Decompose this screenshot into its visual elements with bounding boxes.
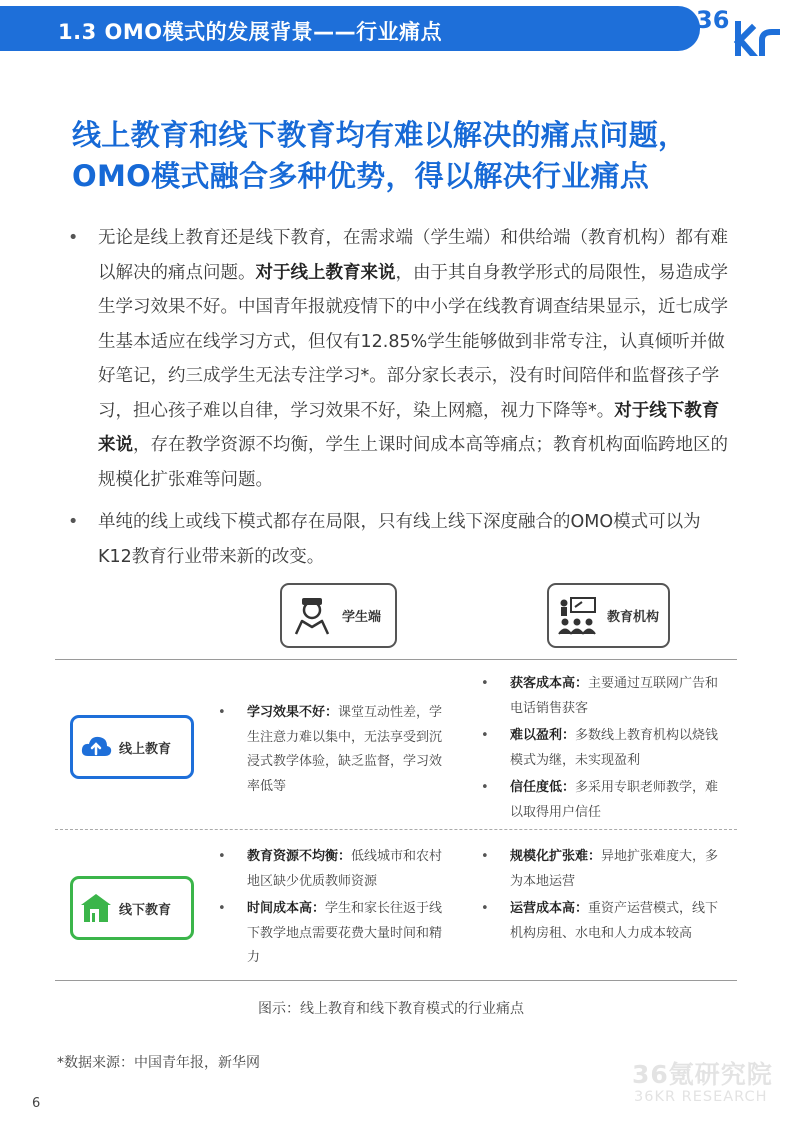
pain-point-text: 课堂互动性差，学生注意力难以集中，无法享受到沉浸式教学体验，缺乏监督，学习效率低等 xyxy=(247,705,443,794)
pain-point-text: 多采用专职老师教学，难以取得用户信任 xyxy=(510,780,719,820)
pain-point-text: 学生和家长往返于线下教学地点需要花费大量时间和精力 xyxy=(247,901,443,965)
offline-student-cell xyxy=(218,845,450,974)
bullet-emphasis: 对于线下教育来说 xyxy=(98,400,720,455)
online-education-label-box xyxy=(70,715,194,779)
pain-point-text: 重资产运营模式，线下机构房租、水电和人力成本较高 xyxy=(510,901,719,941)
pain-point-title: 信任度低： xyxy=(510,780,576,795)
pain-point-text: 主要通过互联网广告和电话销售获客 xyxy=(510,676,719,716)
teacher-classroom-icon xyxy=(555,594,599,638)
student-icon xyxy=(290,594,334,638)
pain-point-text: 多数线上教育机构以烧钱模式为继，未实现盈利 xyxy=(510,728,719,768)
list-item xyxy=(481,724,721,773)
list-item xyxy=(481,672,721,721)
header-bar xyxy=(0,0,794,56)
bullet-item xyxy=(66,505,734,574)
headline-line-1: 线上教育和线下教育均有难以解决的痛点问题， xyxy=(72,118,688,152)
pain-point-title: 学习效果不好： xyxy=(247,705,339,720)
list-item xyxy=(481,845,721,894)
watermark-cn: 36氪研究院 xyxy=(632,1060,773,1089)
online-student-cell xyxy=(218,701,450,802)
building-icon xyxy=(79,891,113,925)
pain-point-title: 获客成本高： xyxy=(510,676,589,691)
bullet-text: ，存在教学资源不均衡，学生上课时间成本高等痛点；教育机构面临跨地区的规模化扩张难等问题。 xyxy=(98,435,728,490)
pain-point-text: 异地扩张难度大，多为本地运营 xyxy=(510,849,719,889)
list-item xyxy=(218,897,450,971)
offline-institution-cell xyxy=(481,845,721,949)
pain-point-title: 时间成本高： xyxy=(247,901,326,916)
list-item xyxy=(218,701,450,799)
pain-point-title: 教育资源不均衡： xyxy=(247,849,352,864)
svg-text:36: 36 xyxy=(696,6,730,34)
student-column-header xyxy=(280,583,397,648)
36kr-logo-icon xyxy=(694,0,794,56)
pain-point-title: 难以盈利： xyxy=(510,728,576,743)
table-bottom-rule xyxy=(55,980,737,981)
institution-column-label: 教育机构 xyxy=(607,610,660,625)
bullet-text: 单纯的线上或线下模式都存在局限，只有线上线下深度融合的OMO模式可以为K12教育行业带来新的改变。 xyxy=(98,512,701,567)
online-education-label: 线上教育 xyxy=(119,741,172,757)
online-institution-cell xyxy=(481,672,721,828)
bullet-emphasis: 对于线上教育来说 xyxy=(255,262,396,283)
table-row-divider xyxy=(55,829,737,830)
body-bullets xyxy=(66,221,734,582)
list-item xyxy=(481,776,721,825)
pain-point-text: 低线城市和农村地区缺少优质教师资源 xyxy=(247,849,443,889)
list-item xyxy=(218,845,450,894)
figure-caption: 图示：线上教育和线下教育模式的行业痛点 xyxy=(258,1001,524,1017)
page-number: 6 xyxy=(32,1096,41,1111)
bullet-text: 无论是线上教育还是线下教育，在需求端（学生端）和供给端（教育机构）都有难以解决的痛点问题。 xyxy=(98,228,728,283)
bullet-text: ，由于其自身教学形式的局限性，易造成学生学习效果不好。中国青年报就疫情下的中小学在线教育调查结果显示，近七成学生基本适应在线学习方式，但仅有12.85%学生能够做到非常专注，认真倾听并做好笔记，约三成学生无法专注学习*。部分家长表示，没有时间陪伴和监督孩子学习，担心孩子难以自律，学习效果不好，染上网瘾，视力下降等*。 xyxy=(98,262,728,421)
headline xyxy=(72,115,752,197)
student-column-label: 学生端 xyxy=(342,610,382,625)
brand-logo xyxy=(694,0,794,56)
cloud-upload-icon xyxy=(79,730,113,764)
table-top-rule xyxy=(55,659,737,660)
watermark-en: 36KR RESEARCH xyxy=(634,1089,768,1105)
section-title: 1.3 OMO模式的发展背景——行业痛点 xyxy=(58,20,443,44)
pain-point-title: 规模化扩张难： xyxy=(510,849,602,864)
pain-point-title: 运营成本高： xyxy=(510,901,589,916)
bullet-item xyxy=(66,221,734,497)
data-source-note: *数据来源：中国青年报，新华网 xyxy=(57,1055,260,1071)
list-item xyxy=(481,897,721,946)
headline-line-2: OMO模式融合多种优势，得以解决行业痛点 xyxy=(72,159,650,193)
institution-column-header xyxy=(547,583,670,648)
offline-education-label-box xyxy=(70,876,194,940)
offline-education-label: 线下教育 xyxy=(119,902,172,918)
